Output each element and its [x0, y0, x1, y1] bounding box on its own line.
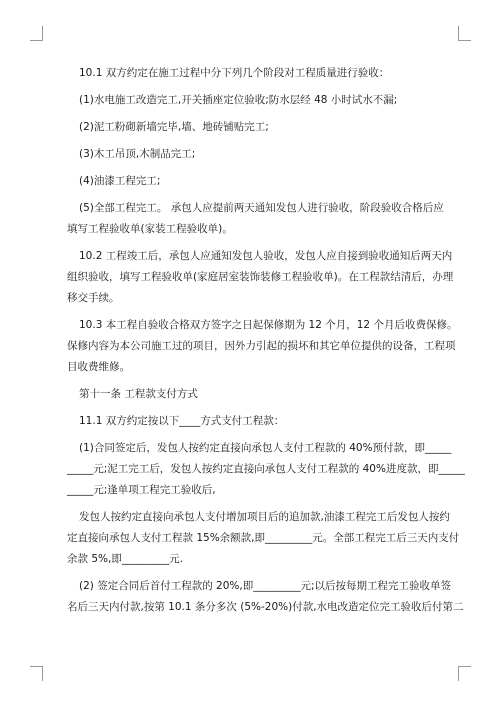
clause-10-3-line: 10.3 本工程自验收合格双方签字之日起保修期为 12 个月，12 个月后收费保修。 — [79, 319, 458, 331]
article-11-heading: 第十一条 工程款支付方式 — [79, 388, 198, 400]
payment-option-2-continuation: 名后三天内付款,按第 10.1 条分多次 (5%-20%)付款,水电改造定位完工验收后付第二 — [67, 601, 464, 613]
stage-5-line: (5)全部工程完工。 承包人应提前两天通知发包人进行验收，阶段验收合格后应 — [79, 202, 444, 214]
clause-10-3-continuation-1: 保修内容为本公司施工过的项目，因外力引起的损坏和其它单位提供的设备，工程项 — [67, 340, 456, 352]
payment-option-1-continuation-1: _____元;泥工完工后，发包人按约定直接向承包人支付工程款的 40%进度款，即_____ — [67, 463, 465, 475]
stage-3-line: (3)木工吊顶,木制品完工; — [79, 148, 196, 160]
payment-option-1-continuation-2: _____元;逢单项工程完工验收后, — [67, 484, 216, 496]
clause-10-1-intro: 10.1 双方约定在施工过程中分下列几个阶段对工程质量进行验收： — [79, 67, 390, 79]
stage-4-line: (4)油漆工程完工; — [79, 175, 161, 187]
stage-2-line: (2)泥工粉砌新墙完毕,墙、地砖铺贴完工; — [79, 121, 269, 133]
clause-10-3-continuation-2: 目收费维修。 — [67, 361, 130, 373]
crop-mark-bottom-right — [458, 666, 471, 681]
document-body — [67, 66, 465, 627]
crop-mark-top-left — [30, 26, 43, 41]
crop-mark-top-right — [458, 26, 471, 41]
payment-option-2-line: (2) 签定合同后首付工程款的 20%,即_________元;以后按每期工程完工验收单签 — [79, 580, 452, 592]
payment-option-1-paragraph-continuation-2: 余款 5%,即_________元. — [67, 553, 183, 565]
clause-11-1-intro: 11.1 双方约定按以下____方式支付工程款： — [79, 415, 285, 427]
crop-mark-bottom-left — [30, 666, 43, 681]
clause-10-2-line: 10.2 工程竣工后，承包人应通知发包人验收，发包人应自接到验收通知后两天内 — [79, 250, 453, 262]
payment-option-1-paragraph: 发包人按约定直接向承包人支付增加项目后的追加款,油漆工程完工后发包人按约 — [79, 511, 450, 523]
clause-10-2-continuation-1: 组织验收，填写工程验收单(家庭居室装饰装修工程验收单)。在工程款结清后，办理 — [67, 271, 454, 283]
payment-option-1-paragraph-continuation-1: 定直接向承包人支付工程款 15%余额款,即_________元。全部工程完工后三天内支付 — [67, 532, 460, 544]
clause-10-2-continuation-2: 移交手续。 — [67, 292, 120, 304]
payment-option-1-line: (1)合同签定后，发包人按约定直接向承包人支付工程款的 40%预付款，即_____ — [79, 442, 452, 454]
stage-5-continuation: 填写工程验收单(家装工程验收单)。 — [67, 223, 233, 235]
stage-1-line: (1)水电施工改造完工,开关插座定位验收;防水层经 48 小时试水不漏; — [79, 94, 398, 106]
